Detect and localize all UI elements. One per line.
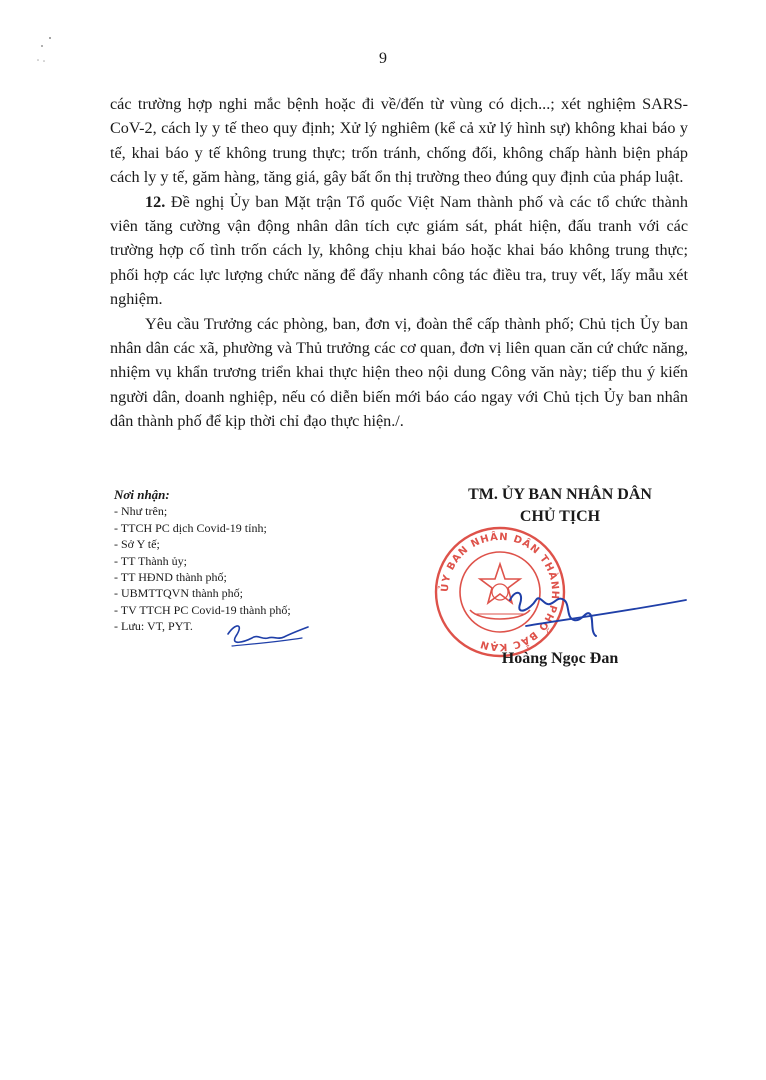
recipient-item: - TT Thành ủy; bbox=[114, 553, 187, 568]
body-text bbox=[110, 92, 688, 434]
recipients-heading: Nơi nhận: bbox=[114, 487, 170, 502]
item-12-paragraph bbox=[110, 190, 688, 312]
handwritten-signature bbox=[490, 570, 690, 650]
signature-title-line2: CHỦ TỊCH bbox=[519, 508, 601, 525]
recipient-item: - TT HĐND thành phố; bbox=[114, 570, 227, 585]
item-12-text: Đề nghị Ủy ban Mặt trận Tổ quốc Việt Nam thành phố và các tổ chức thành viên tăng cường vận động nhân dân tích cực giám sát, phát hiện, đấu tranh với các trường hợp cố tình trốn cách ly, không chịu khai báo hoặc khai báo không trung thực; phối hợp các lực lượng chức năng để đẩy nhanh công tác điều tra, truy vết, lấy mẫu xét nghiệm. bbox=[110, 192, 688, 309]
request-paragraph: Yêu cầu Trưởng các phòng, ban, đơn vị, đoàn thể cấp thành phố; Chủ tịch Ủy ban nhân dân các xã, phường và Thủ trưởng các cơ quan, đơn vị liên quan căn cứ chức năng, nhiệm vụ khẩn trương triển khai thực hiện theo nội dung Công văn này; tiếp thu ý kiến người dân, doanh nghiệp, nếu có diễn biến mới báo cáo ngay với Chủ tịch Ủy ban nhân dân thành phố để kịp thời chỉ đạo thực hiện./. bbox=[110, 314, 688, 431]
initials-signature bbox=[222, 612, 312, 656]
recipient-item: - TTCH PC dịch Covid-19 tỉnh; bbox=[114, 520, 267, 535]
item-12-label: 12. bbox=[145, 192, 166, 211]
signer-name: Hoàng Ngọc Đan bbox=[501, 650, 619, 667]
signature-title-line1: TM. ỦY BAN NHÂN DÂN bbox=[468, 486, 652, 503]
recipient-item: - Lưu: VT, PYT. bbox=[114, 619, 193, 634]
page-number: 9 bbox=[379, 50, 387, 67]
recipient-item: - Sở Y tế; bbox=[114, 537, 160, 552]
seal-text: ỦY BAN NHÂN DÂN THÀNH PHỐ BẮC KẠN bbox=[439, 531, 561, 653]
recipient-item: - TV TTCH PC Covid-19 thành phố; bbox=[114, 602, 291, 617]
recipient-item: - UBMTTQVN thành phố; bbox=[114, 586, 243, 601]
continuation-paragraph: các trường hợp nghi mắc bệnh hoặc đi về/đến từ vùng có dịch...; xét nghiệm SARS-CoV-2, cách ly y tế theo quy định; Xử lý nghiêm (kể cả xử lý hình sự) không khai báo y tế, khai báo y tế không trung thực; trốn tránh, chống đối, không chấp hành biện pháp cách ly y tế, găm hàng, tăng giá, gây bất ổn thị trường theo đúng quy định của pháp luật. bbox=[110, 95, 688, 187]
recipient-item: - Như trên; bbox=[114, 504, 168, 519]
